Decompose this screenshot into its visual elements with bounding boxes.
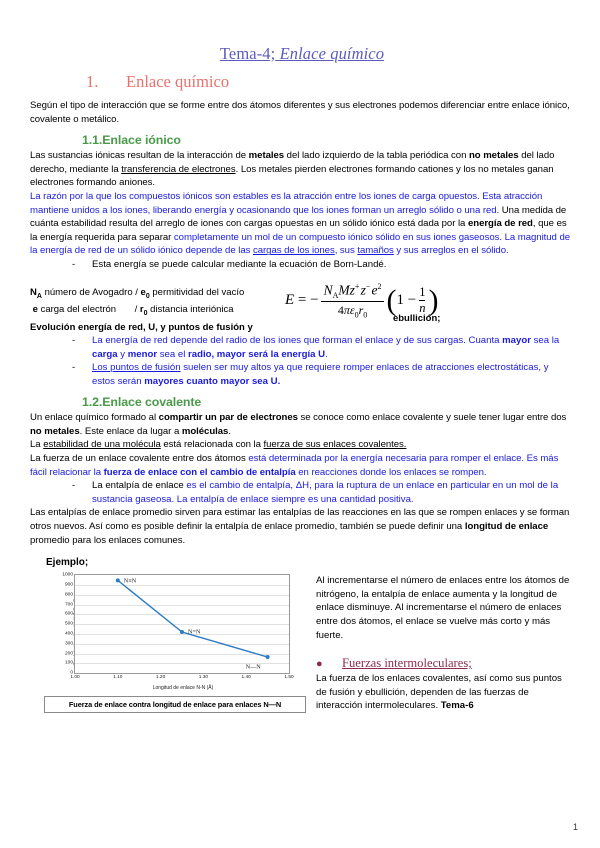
txt: Una medida de cuánta estabilidad resulta del arreglo de iones con cargas opuestas en un sólido iónico está dada por la	[30, 204, 567, 230]
formula-definitions	[30, 280, 285, 334]
intro-paragraph: Según el tipo de interacción que se forme entre dos átomos diferentes y sus electrones podemos diferenciar entre enlace iónico, covalente o metálico.	[30, 100, 570, 125]
example-text: Al incrementarse el número de enlaces entre los átomos de nitrógeno, la entalpía de enlace aumenta y la longitud de enlace disminuye. Al incrementarse el número de enlaces entre dos átomos, el enlace se vuelve más corto y más fuerte.	[316, 575, 570, 641]
txt-bold-tema6: Tema-6	[440, 700, 474, 712]
txt-blue: es el cambio de entalpía, ΔH, para la ruptura de un enlace en particular en un mol de la sustancia gaseosa. La entalpía de enlace siempre es una cantidad positiva.	[92, 480, 559, 505]
txt: Las sustancias iónicas resultan de la interacción de	[30, 150, 249, 162]
txt: .	[228, 425, 231, 437]
fuerzas-paragraph	[316, 672, 574, 713]
txt: . Este enlace da lugar a	[79, 425, 182, 437]
chart-x-tick: 1.20	[155, 675, 166, 681]
covalente-paragraph-1	[30, 411, 574, 438]
txt-underline: fuerza de sus enlaces covalentes.	[263, 439, 407, 451]
txt: Un enlace químico formado al	[30, 412, 159, 424]
chart-x-tick: 1.40	[241, 675, 251, 681]
title-prefix: Tema-4;	[219, 44, 276, 63]
definition-e-text: carga del electrón	[37, 303, 117, 315]
covalente-paragraph-3	[30, 452, 574, 479]
bullet-icon: ●	[316, 658, 323, 671]
chart-y-tick: 1000	[62, 572, 73, 578]
fuerzas-intermoleculares-heading	[316, 656, 574, 671]
txt-bold-metales: metales	[248, 150, 285, 162]
formula-block	[30, 280, 574, 334]
definition-na-text: número de Avogadro /	[41, 286, 141, 298]
example-right-column	[316, 572, 574, 713]
inner-denominator: n	[419, 300, 426, 315]
txt: del lado derecho, mediante la	[30, 150, 555, 175]
chart-y-tick: 400	[64, 631, 73, 637]
txt: La fuerza de un enlace covalente entre dos átomos	[30, 453, 249, 465]
chart-caption: Fuerza de enlace contra longitud de enlace para enlaces N—N	[44, 696, 306, 713]
txt: La	[30, 439, 44, 451]
lattice-bullet-list	[30, 334, 574, 388]
heading-enlace-ionico: 1.1.Enlace iónico	[82, 133, 181, 148]
symbol-e0-subscript: 0	[145, 292, 150, 300]
chart-x-tick: 1.10	[113, 675, 123, 681]
txt: Las entalpías de enlace promedio sirven para estimar las entalpías de las reacciones en las que se rompen enlaces y se forman otros nuevos. Así como es posible definir la entalpía de enlace promedio, también se puede definir una	[30, 507, 570, 533]
heading-enlace-covalente: 1.2.Enlace covalente	[82, 395, 202, 410]
txt-blue-bold: carga	[92, 348, 118, 360]
txt-blue: sea el	[157, 348, 189, 360]
chart-y-tick: 900	[64, 582, 73, 588]
definition-r0-text: distancia interiónica	[147, 303, 234, 315]
txt-blue-underline-cargas: cargas de los iones	[252, 245, 335, 257]
chart-canvas	[62, 572, 294, 681]
ionico-bullet-list	[30, 258, 574, 272]
ebullicion-label: ebullición;	[392, 313, 441, 325]
txt-blue-bold: fuerza de enlace con el cambio de entalpía	[103, 466, 296, 478]
ejemplo-label: Ejemplo;	[46, 557, 89, 569]
list-item	[68, 479, 574, 506]
definition-line-2	[30, 303, 285, 320]
txt-bold: no metales	[30, 425, 80, 437]
chart-y-tick: 200	[64, 651, 73, 657]
txt-blue: La razón por la que los compuestos iónicos son estables es la atracción entre los iones de carga opuestos. Esta atracción mantiene unidos a los iones, liberando energía y ocasionando que los iones forman un arreglo sólido o una red.	[30, 190, 543, 216]
txt: . Los metales pierden electrones formando cationes y los no metales ganan electrones formando aniones.	[30, 163, 554, 189]
chart-plot-area	[44, 572, 292, 692]
symbol-r0: r	[139, 303, 144, 315]
chart-series	[75, 575, 289, 673]
definition-line-1	[30, 286, 285, 303]
covalente-paragraph-2	[30, 438, 574, 452]
symbol-e0: e	[140, 286, 146, 298]
txt-blue-bold: mayores cuanto mayor sea U.	[144, 375, 281, 387]
txt-blue: está determinada por la energía necesaria para romper el enlace. Es más fácil relacionar la	[30, 453, 559, 478]
chart-x-tick: 1.30	[198, 675, 209, 681]
heading-1-number: 1.	[86, 72, 99, 91]
txt-blue: .	[325, 348, 328, 360]
txt-blue: , sus	[334, 245, 358, 257]
txt-blue-underline-tamanos: tamaños	[357, 245, 394, 257]
ionico-paragraph-2	[30, 190, 574, 258]
chart-x-tick: 1.00	[70, 675, 80, 681]
heading-1-text: Enlace químico	[126, 72, 230, 91]
page-number: 1	[572, 822, 578, 832]
txt-blue: sea la	[530, 334, 560, 346]
chart-y-tick: 100	[64, 660, 73, 666]
txt-blue: La energía de red depende del radio de los iones que forman el enlace y de sus cargas. Cuanta	[92, 334, 503, 346]
chart-x-tick: 1.50	[284, 675, 294, 681]
symbol-na: N	[30, 286, 37, 298]
chart-point-label: N—N	[245, 663, 261, 671]
txt-blue: y	[117, 348, 128, 360]
txt-blue-bold: menor	[127, 348, 158, 360]
covalente-bullet-list	[30, 479, 574, 506]
txt: se conoce como enlace covalente y suele tener lugar entre dos	[297, 412, 567, 424]
txt-blue-bold: mayor	[502, 334, 531, 346]
txt-underline: estabilidad de una molécula	[43, 439, 161, 451]
equation-main-fraction	[321, 282, 385, 320]
equation-numerator: $N_AMz^+$ z− $e^2$	[323, 281, 382, 300]
txt: La entalpía de enlace	[92, 480, 187, 492]
txt: , que es la energía requerida para separar	[30, 218, 567, 243]
chart-y-tick: 0	[70, 670, 73, 676]
chart-y-tick: 800	[64, 592, 73, 598]
txt-bold: moléculas	[181, 425, 229, 437]
txt: está relacionada con la	[160, 439, 264, 451]
ionico-paragraph-1	[30, 149, 574, 190]
evolucion-energia-line: Evolución energía de red, U, y puntos de fusión y	[30, 321, 253, 333]
txt-blue: en reacciones donde los enlaces se rompen.	[295, 466, 487, 478]
txt-blue-bold: radio, mayor será la energía U	[188, 348, 326, 360]
chart-point-label: N≡N	[123, 577, 137, 585]
title-italic: Enlace químico	[279, 44, 385, 63]
txt-underline-transferencia: transferencia de electrones	[121, 163, 236, 175]
symbol-na-subscript: A	[36, 292, 42, 300]
symbol-e: e	[32, 303, 38, 315]
list-item	[68, 361, 574, 388]
list-item	[68, 334, 574, 361]
chart-point-label: N=N	[188, 628, 201, 636]
inner-numerator: 1	[419, 284, 426, 299]
covalente-paragraph-4	[30, 506, 574, 547]
born-lande-equation: E = − $\frac{N_AMz^+ z^- e^2}{4\pi\varepsilon_0r_0}$ ( 1 − 1 n ) ebullición;	[285, 281, 441, 325]
symbol-r0-subscript: 0	[143, 309, 148, 317]
txt: del lado izquierdo de la tabla periódica con	[284, 150, 469, 162]
chart-y-tick: 500	[64, 621, 73, 627]
txt-blue: suelen ser muy altos ya que requiere romper enlaces de atracciones electrostáticas, y estos serán	[92, 362, 549, 387]
txt: promedio para los enlaces comunes.	[30, 534, 186, 546]
txt-blue: y sus arreglos en el sólido.	[393, 245, 509, 257]
txt-blue-underline: Los puntos de fusión	[92, 362, 181, 374]
txt-bold: compartir un par de electrones	[158, 412, 298, 424]
chart-y-tick: 300	[64, 641, 73, 647]
equation-denominator: $4\pi\varepsilon_0r_0$	[337, 302, 368, 320]
lower-section	[30, 572, 574, 713]
txt-bold-energia-de-red: energía de red	[467, 218, 533, 230]
heading-1	[30, 72, 574, 92]
chart-container	[44, 572, 306, 713]
equation-inner-fraction	[419, 285, 425, 316]
txt-bold-no-metales: no metales	[468, 150, 519, 162]
document-title	[30, 44, 574, 64]
txt-blue: completamente un mol de un compuesto iónico sólido en sus iones gaseosos. La magnitud de la energía de red de un sólido iónico depende de las	[30, 231, 571, 257]
list-item: - Esta energía se puede calcular mediante la ecuación de Born-Landé.	[68, 258, 574, 272]
chart-y-tick: 600	[64, 611, 73, 617]
definition-e0-text: permitividad del vacío	[149, 286, 245, 298]
txt-bold: longitud de enlace	[464, 521, 549, 533]
chart-x-axis-label: Longitud de enlace N-N (Å)	[152, 685, 214, 692]
fuerzas-title: Fuerzas intermoleculares;	[342, 656, 472, 671]
definition-slash: /	[134, 303, 140, 315]
txt: La fuerza de los enlaces covalentes, así como sus puntos de fusión y ebullición, dependen de las fuerzas de interacción intermoleculares.	[316, 673, 562, 712]
chart-y-tick: 700	[64, 602, 73, 608]
